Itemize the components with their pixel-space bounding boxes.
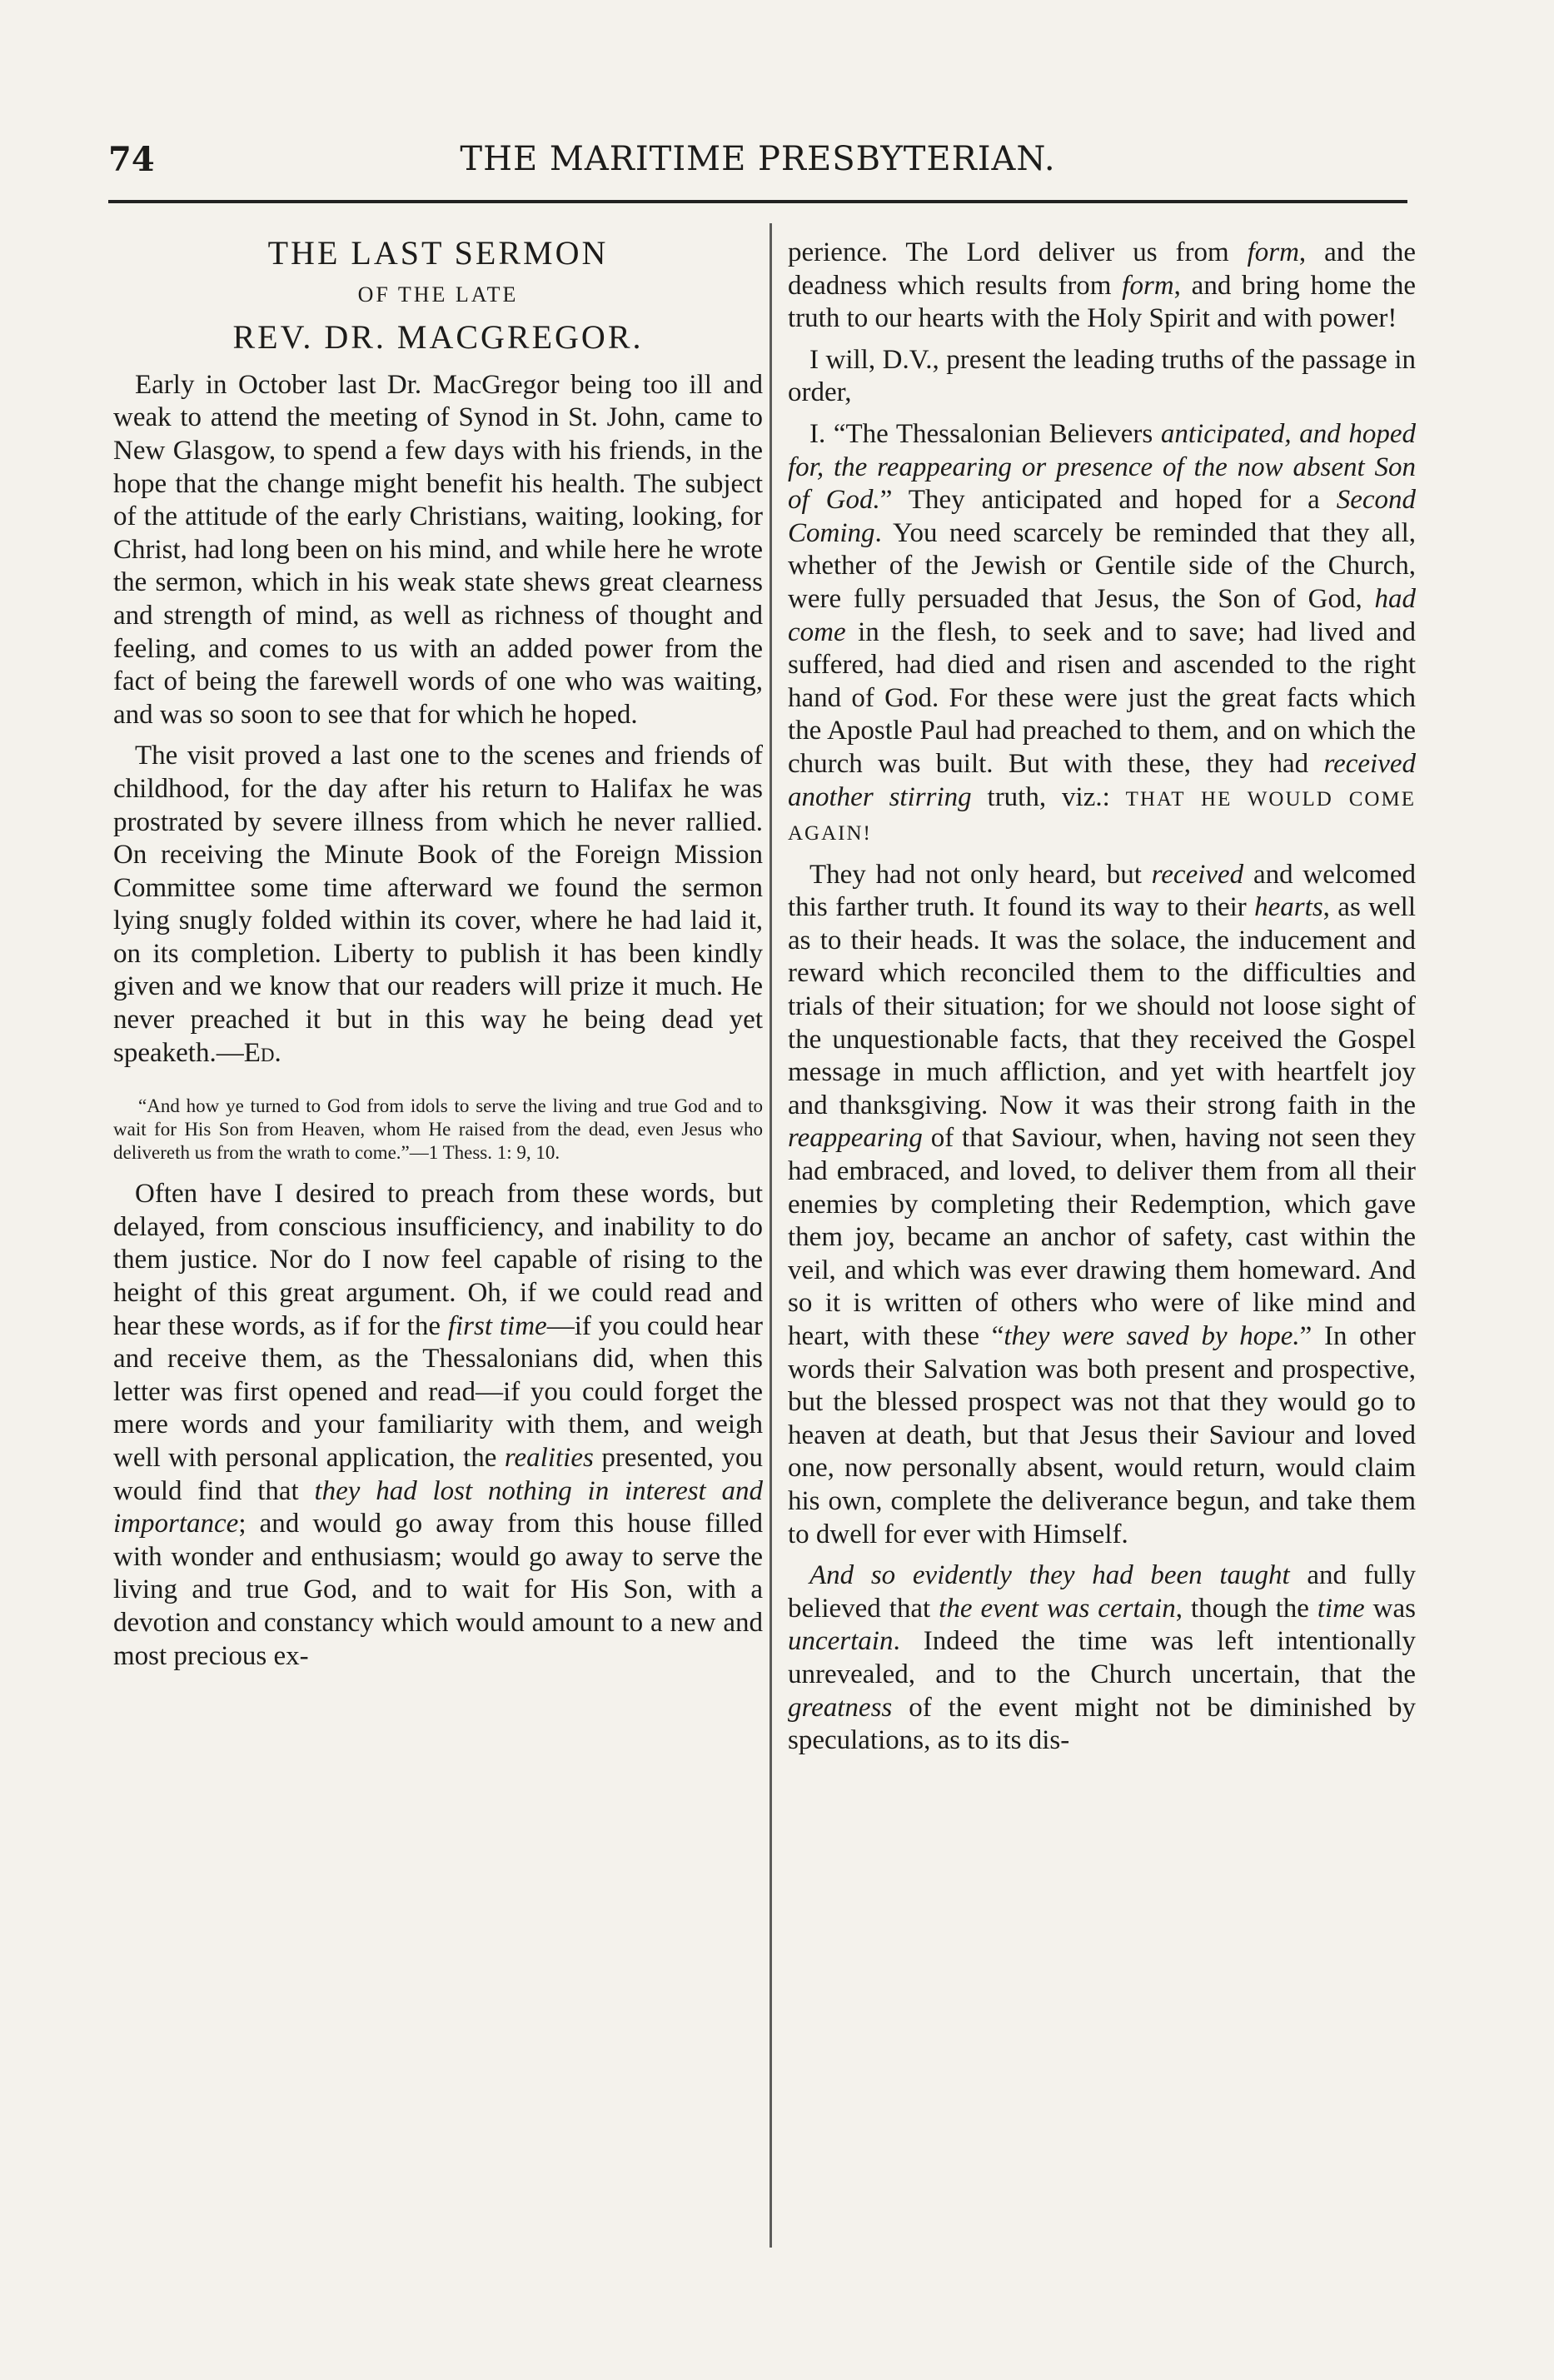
editor-signature: Ed. [243, 1037, 281, 1068]
emphasis: greatness [788, 1692, 893, 1723]
article-title: THE LAST SERMON [267, 234, 609, 272]
sermon-paragraph-5 [788, 859, 1416, 1551]
sermon-text: ” They anticipated and hoped for a [879, 485, 1337, 516]
sermon-text: and fully believed that [788, 1560, 1416, 1624]
emphasis: they were saved by hope. [1004, 1321, 1300, 1351]
page-header [108, 140, 1407, 188]
column-divider [770, 223, 772, 2248]
emphasis: had come [788, 583, 1416, 647]
emphasis: realities [504, 1443, 594, 1473]
emphasis: uncertain [788, 1626, 894, 1657]
emphasis: time [1317, 1593, 1365, 1624]
emphasis: they had lost nothing in interest and importance [113, 1475, 763, 1539]
sermon-paragraph-4 [788, 418, 1416, 851]
sermon-paragraph-3: I will, D.V., present the leading truths of the passage in order, [788, 344, 1416, 408]
article-name: REV. DR. MACGREGOR. [232, 318, 644, 357]
emphasis: reappearing [788, 1123, 923, 1154]
article-subtitle: OF THE LATE [357, 282, 519, 307]
emphasis: form [1247, 237, 1299, 267]
emphasis: first time [447, 1310, 547, 1341]
sermon-text: perience. The Lord deliver us from [788, 237, 1248, 267]
intro-paragraph-2-text: The visit proved a last one to the scenes and friends of childhood, for the day after his return to Halifax he was prostrated by severe illness from which he never rallied. On receiving the Minute Book of the Foreign Mission Committee some time afterward we found the sermon lying snugly folded within its cover, where he had laid it, on its completion. Liberty to publish it has been kindly given and we know that our readers will prize it much. He never preached it but in this way he being dead yet speaketh.— [113, 741, 763, 1068]
emphasis: Second Coming [788, 485, 1417, 548]
sermon-text: presented, you would find that [113, 1443, 763, 1506]
sermon-text: , as well as to their heads. It was the solace, the inducement and reward which reconciled them to the difficulties and trials of their situation; for we should not loose sight of the unquestionable facts, that they received the Gospel message in much affliction, and yet with heartfelt joy and thanksgiving. Now it was their strong faith in the [788, 892, 1416, 1120]
emphasis: the event was certain [939, 1593, 1176, 1624]
sermon-text: was [1364, 1593, 1416, 1624]
sermon-paragraph-1 [113, 1178, 763, 1673]
emphasis: And so evidently they had been taught [809, 1560, 1290, 1591]
emphasis: hearts [1254, 892, 1323, 923]
sermon-text: ; and would go away from this house filled with wonder and enthusiasm; would go away to serve the living and true God, and to wait for His Son, with a devotion and constancy which would amount to a new and most precious ex- [113, 1509, 763, 1671]
sermon-text: in the flesh, to seek and to save; had lived and suffered, had died and risen and ascended to the right hand of God. For these were just the great facts which the Apostle Paul had preached to them, and on which the church was built. But with these, they had [788, 616, 1416, 779]
intro-paragraph-1: Early in October last Dr. MacGregor being too ill and weak to attend the meeting of Synod in St. John, came to New Glasgow, to spend a few days with his friends, in the hope that the change might benefit his health. The subject of the attitude of the early Christians, waiting, looking, for Christ, had long been on his mind, and while here he wrote the sermon, which in his weak state shews great clearness and strength of mind, as well as richness of thought and feeling, and comes to us with an added power from the fact of being the farewell words of one who was waiting, and was so soon to see that for which he hoped. [113, 369, 763, 730]
page-number: 74 [108, 140, 155, 179]
emphasis: anticipated, and hoped for, the reappearing or presence of the now absent Son of God. [788, 418, 1416, 516]
sermon-text: ” In other words their Salvation was both present and prospective, but the blessed prospect was not that they would go to heaven at death, but that Jesus their Saviour and loved one, now personally absent, would return, would claim his own, complete the deliverance begun, and take them to dwell for ever with Himself. [788, 1321, 1416, 1549]
scripture-epigraph: “And how ye turned to God from idols to serve the living and true God and to wait for His Son from Heaven, whom He raised from the dead, even Jesus who delivereth us from the wrath to come.”—1 Thess. 1: 9, 10. [113, 1095, 763, 1164]
emphasis: received another stirring [788, 748, 1416, 812]
intro-paragraph-2 [113, 740, 763, 1070]
sermon-text: They had not only heard, but [809, 859, 1152, 890]
sermon-text: . Indeed the time was left intentionally unrevealed, and to the Church uncertain, that the [788, 1626, 1416, 1689]
sermon-text: of that Saviour, when, having not seen they had embraced, and loved, to deliver them from all their enemies by completing their Redemption, which gave them joy, became an anchor of safety, cast within the veil, and which was ever drawing them homeward. And so it is written of others who were of like mind and heart, with these “ [788, 1123, 1416, 1351]
sermon-text: , and the deadness which results from [788, 237, 1416, 301]
sermon-text: truth, viz.: [971, 781, 1126, 812]
small-caps-text: THAT HE WOULD COME AGAIN! [788, 787, 1416, 846]
running-title: THE MARITIME PRESBYTERIAN. [460, 140, 1056, 178]
sermon-text: , though the [1175, 1593, 1317, 1624]
sermon-text: —if you could hear and receive them, as the Thessalonians did, when this letter was first opened and read—if you could forget the mere words and your familiarity with them, and weigh well with personal application, the [113, 1310, 763, 1473]
right-column [788, 237, 1416, 1758]
sermon-paragraph-6 [788, 1559, 1416, 1758]
sermon-text: , and bring home the truth to our hearts with the Holy Spirit and with power! [788, 270, 1417, 334]
sermon-text: and welcomed this farther truth. It found its way to their [788, 859, 1416, 923]
sermon-text: of the event might not be diminished by speculations, as to its dis- [788, 1692, 1416, 1756]
sermon-text: Often have I desired to preach from these words, but delayed, from conscious insufficiency, and inability to do them justice. Nor do I now feel capable of rising to the height of this great argument. Oh, if we could read and hear these words, as if for the [113, 1179, 763, 1341]
emphasis: form [1122, 270, 1174, 301]
header-rule [108, 200, 1407, 203]
left-column [113, 234, 763, 1673]
sermon-text: . You need scarcely be reminded that they all, whether of the Jewish or Gentile side of the Church, were fully persuaded that Jesus, the Son of God, [788, 517, 1416, 614]
emphasis: received [1151, 859, 1244, 890]
sermon-paragraph-2 [788, 237, 1416, 336]
sermon-text: I. “The Thessalonian Believers [809, 418, 1161, 449]
